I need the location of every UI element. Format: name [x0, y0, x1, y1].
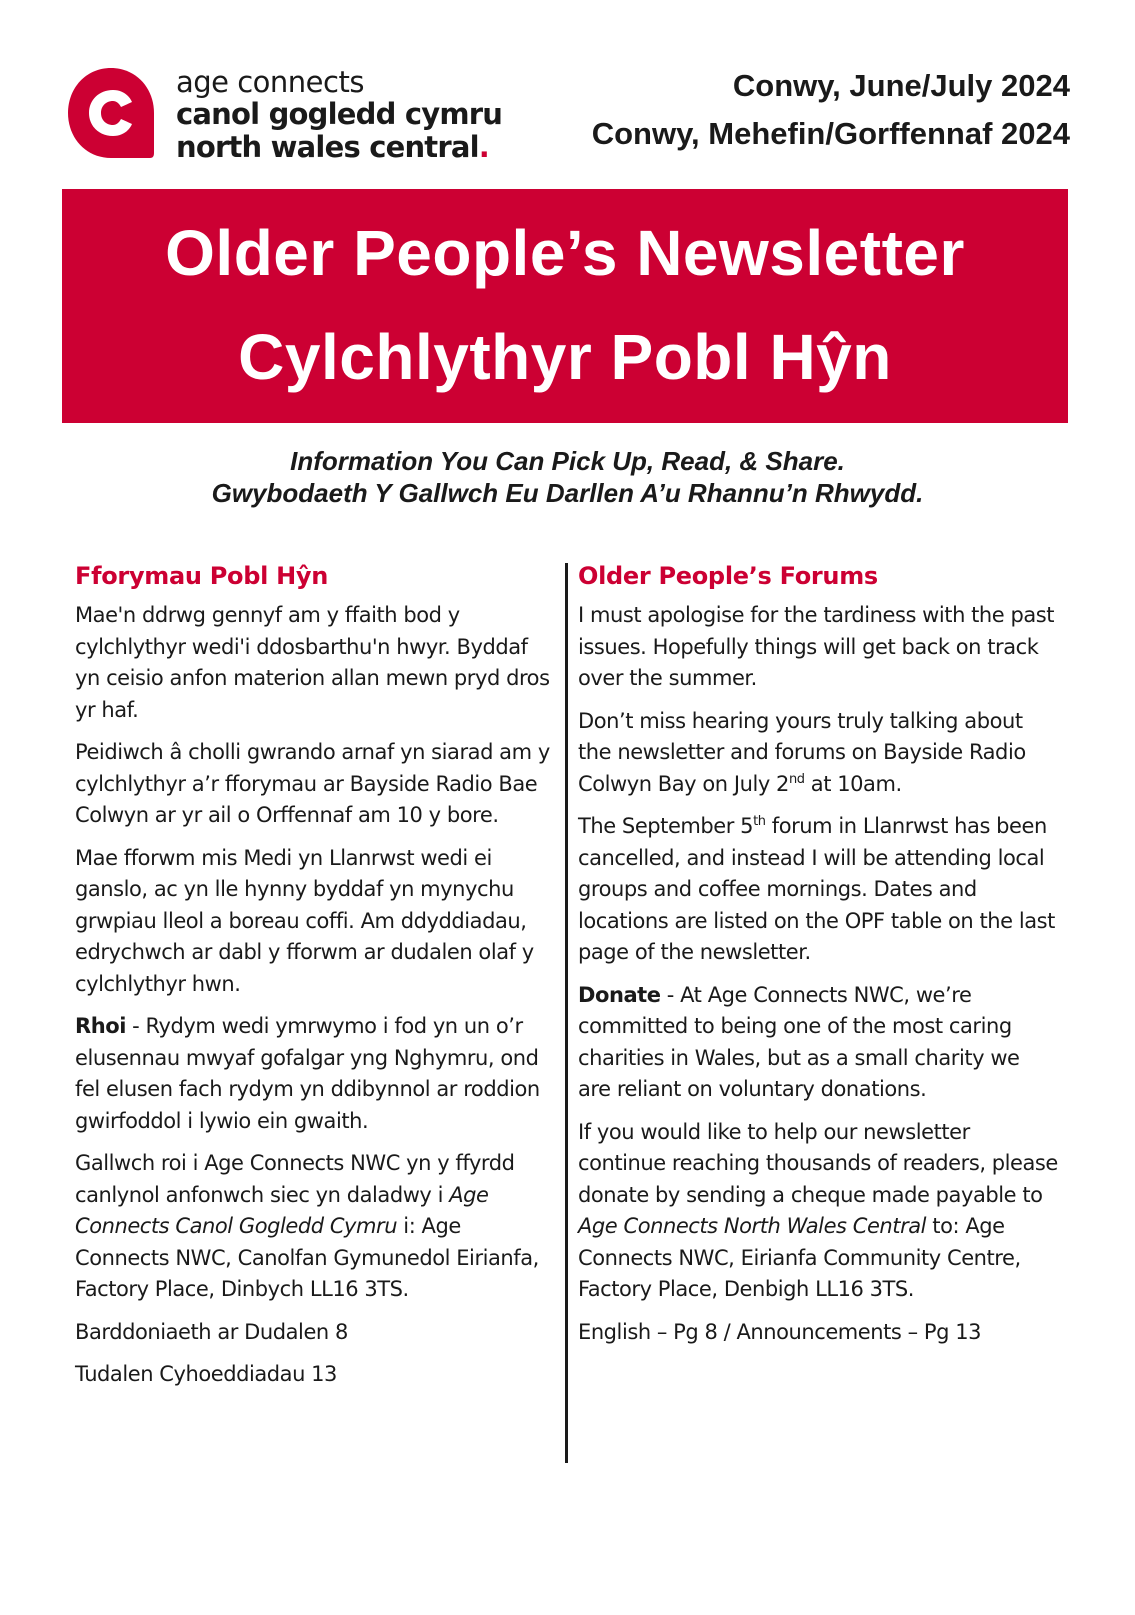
- english-forum-text: forum in Llanrwst has been cancelled, and instead I will be attending local groups and coffee mornings. Dates and locations are listed on the OPF table on the last page of the newsletter.: [578, 814, 1055, 964]
- welsh-paragraph-cheque: [75, 1148, 553, 1306]
- welsh-cheque-start: Gallwch roi i Age Connects NWC yn y ffyrdd canlynol anfonwch siec yn daladwy i: [75, 1151, 515, 1207]
- logo-line-1: age connects: [176, 65, 364, 99]
- tagline: [0, 445, 1135, 509]
- english-radio-time: at 10am.: [804, 771, 902, 796]
- english-cheque-start: If you would like to help our newsletter continue reaching thousands of readers, please donate by sending a cheque made payable to: [578, 1119, 1058, 1207]
- page-header: [0, 0, 1135, 180]
- logo-line-3-text: north wales central: [176, 130, 479, 164]
- welsh-poetry-page-ref: Barddoniaeth ar Dudalen 8: [75, 1319, 348, 1344]
- tagline-welsh: Gwybodaeth Y Gallwch Eu Darllen A’u Rhannu’n Rhwydd.: [211, 478, 924, 508]
- english-radio-text: Don’t miss hearing yours truly talking about the newsletter and forums on Bayside Radio Colwyn Bay on July 2: [578, 708, 1026, 796]
- welsh-payee-name: Age Connects Canol Gogledd Cymru: [75, 1182, 489, 1238]
- english-paragraph-forum-cancelled: [578, 811, 1058, 969]
- welsh-paragraph-apology: Mae'n ddrwg gennyf am y ffaith bod y cylchlythyr wedi'i ddosbarthu'n hwyr. Byddaf yn ceisio anfon materion allan mewn pryd dros yr haf.: [75, 603, 550, 722]
- welsh-donate-label: Rhoi: [75, 1014, 126, 1038]
- english-donate-text: - At Age Connects NWC, we’re committed to being one of the most caring charities in Wales, but as a small charity we are reliant on voluntary donations.: [578, 982, 1020, 1101]
- english-donate-label: Donate: [578, 982, 661, 1007]
- logo-dot: .: [478, 130, 489, 164]
- english-paragraph-radio: [578, 706, 1058, 801]
- english-page-refs: English – Pg 8 / Announcements – Pg 13: [578, 1319, 982, 1344]
- tagline-english: Information You Can Pick Up, Read, & Share.: [290, 446, 845, 476]
- english-paragraph-cheque: [578, 1117, 1058, 1306]
- english-radio-ordinal: nd: [788, 771, 805, 787]
- issue-dates: [592, 62, 1070, 158]
- welsh-announcements-page-ref: Tudalen Cyhoeddiadau 13: [75, 1362, 337, 1386]
- logo-line-2: canol gogledd cymru: [176, 97, 503, 131]
- newsletter-title-english: Older People’s Newsletter: [165, 217, 965, 289]
- welsh-cheque-address: i: Age Connects NWC, Canolfan Gymunedol Eirianfa, Factory Place, Dinbych LL16 3TS.: [75, 1214, 539, 1301]
- english-column-heading: Older People’s Forums: [578, 562, 878, 590]
- english-cheque-address: to: Age Connects NWC, Eirianfa Community Centre, Factory Place, Denbigh LL16 3TS.: [578, 1214, 1021, 1301]
- english-paragraph-donate: [578, 980, 1058, 1106]
- issue-date-english: Conwy, June/July 2024: [732, 68, 1070, 103]
- english-forum-ordinal: th: [753, 814, 766, 829]
- welsh-column-heading: Fforymau Pobl Hŷn: [75, 562, 329, 590]
- english-forum-date: The September 5: [578, 814, 754, 838]
- welsh-paragraph-radio: Peidiwch â cholli gwrando arnaf yn siarad am y cylchlythyr a’r fforymau ar Bayside Radio Bae Colwyn ar yr ail o Orffennaf am 10 y bore.: [75, 740, 550, 827]
- welsh-paragraph-donate: [75, 1011, 553, 1137]
- english-column: [578, 560, 1058, 1359]
- welsh-donate-text: - Rydym wedi ymrwymo i fod yn un o’r elusennau mwyaf gofalgar yng Nghymru, ond fel elusen fach rydym yn ddibynnol ar roddion gwirfoddol i lywio ein gwaith.: [75, 1014, 540, 1133]
- welsh-paragraph-forum-cancelled: Mae fforwm mis Medi yn Llanrwst wedi ei ganslo, ac yn lle hynny byddaf yn mynychu grwpiau lleol a boreau coffi. Am ddyddiadau, edrychwch ar dabl y fforwm ar dudalen olaf y cylchlythyr hwn.: [75, 845, 534, 996]
- column-divider: [565, 563, 568, 1463]
- english-payee-name: Age Connects North Wales Central: [578, 1214, 927, 1238]
- age-connects-logo: [66, 66, 506, 166]
- title-banner: [62, 189, 1068, 423]
- english-paragraph-apology: I must apologise for the tardiness with the past issues. Hopefully things will get back on track over the summer.: [578, 603, 1055, 690]
- issue-date-welsh: Conwy, Mehefin/Gorffennaf 2024: [591, 116, 1070, 151]
- logo-line-3: [176, 131, 502, 164]
- newsletter-title-welsh: Cylchlythyr Pobl Hŷn: [238, 321, 892, 393]
- welsh-column: [75, 560, 553, 1402]
- logo-wordmark: [176, 66, 502, 164]
- age-connects-a-icon: [66, 66, 156, 161]
